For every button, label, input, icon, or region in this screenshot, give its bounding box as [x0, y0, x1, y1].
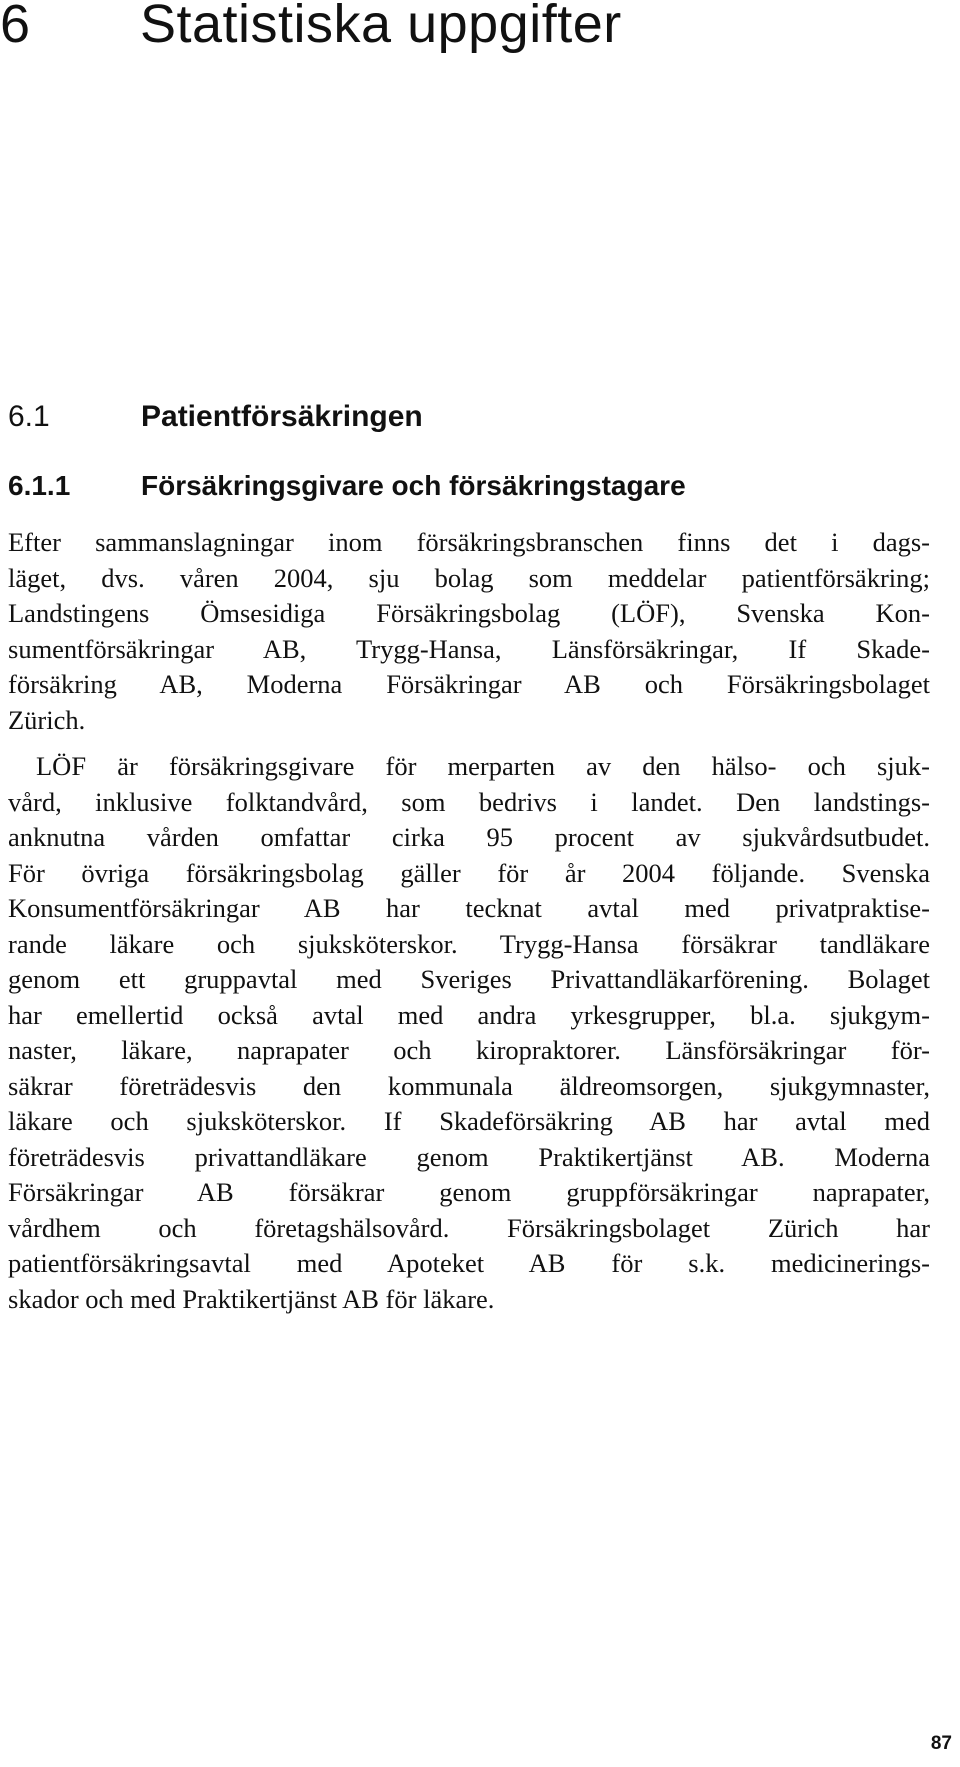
text-line: anknutna vården omfattar cirka 95 procent av sjukvårdsutbudet. [8, 822, 930, 852]
text-line: sumentförsäkringar AB, Trygg-Hansa, Länsförsäkringar, If Skade- [8, 633, 930, 664]
text-line: rande läkare och sjuksköterskor. Trygg-Hansa försäkrar tandläkare [8, 928, 930, 959]
text-line: För övriga försäkringsbolag gäller för år 2004 följande. Svenska [8, 857, 930, 888]
body-text [8, 525, 930, 1317]
text-line: har emellertid också avtal med andra yrkesgrupper, bl.a. sjukgym- [8, 999, 930, 1030]
text-line: genom ett gruppavtal med Sveriges Privattandläkarförening. Bolaget [8, 964, 930, 994]
text-line: naster, läkare, naprapater och kiropraktorer. Länsförsäkringar för- [8, 1035, 930, 1065]
section-number: 6.1 [8, 400, 50, 433]
text-line: Efter sammanslagningar inom försäkringsbranschen finns det i dags- [8, 527, 930, 557]
text-line: Zürich. [8, 704, 86, 735]
paragraph-2 [8, 749, 930, 1317]
text-line: försäkring AB, Moderna Försäkringar AB och Försäkringsbolaget [8, 669, 930, 699]
subsection-heading [8, 468, 686, 504]
text-line: skador och med Praktikertjänst AB för läkare. [8, 1283, 495, 1314]
subsection-title: Försäkringsgivare och försäkringstagare [141, 470, 686, 501]
section-heading [8, 398, 423, 436]
text-line: läget, dvs. våren 2004, sju bolag som meddelar patientförsäkring; [8, 562, 930, 593]
chapter-title-text: Statistiska uppgifter [140, 0, 622, 54]
text-line: Konsumentförsäkringar AB har tecknat avtal med privatpraktise- [8, 893, 930, 923]
text-line: vård, inklusive folktandvård, som bedrivs i landet. Den landstings- [8, 786, 930, 817]
section-title: Patientförsäkringen [141, 400, 423, 433]
text-line: patientförsäkringsavtal med Apoteket AB för s.k. medicinerings- [8, 1248, 930, 1278]
text-line: LÖF är försäkringsgivare för merparten av den hälso- och sjuk- [36, 751, 930, 781]
text-line: Landstingens Ömsesidiga Försäkringsbolag (LÖF), Svenska Kon- [8, 598, 930, 628]
chapter-number: 6 [0, 0, 31, 54]
text-line: vårdhem och företagshälsovård. Försäkringsbolaget Zürich har [8, 1212, 930, 1243]
paragraph-1 [8, 525, 930, 738]
text-line: företrädesvis privattandläkare genom Praktikertjänst AB. Moderna [8, 1141, 930, 1172]
chapter-title [0, 0, 622, 56]
subsection-number: 6.1.1 [8, 470, 71, 501]
page-number: 87 [930, 1733, 952, 1754]
text-line: Försäkringar AB försäkrar genom gruppförsäkringar naprapater, [8, 1177, 930, 1207]
text-line: läkare och sjuksköterskor. If Skadeförsäkring AB har avtal med [8, 1106, 930, 1136]
text-line: säkrar företrädesvis den kommunala äldreomsorgen, sjukgymnaster, [8, 1070, 930, 1101]
